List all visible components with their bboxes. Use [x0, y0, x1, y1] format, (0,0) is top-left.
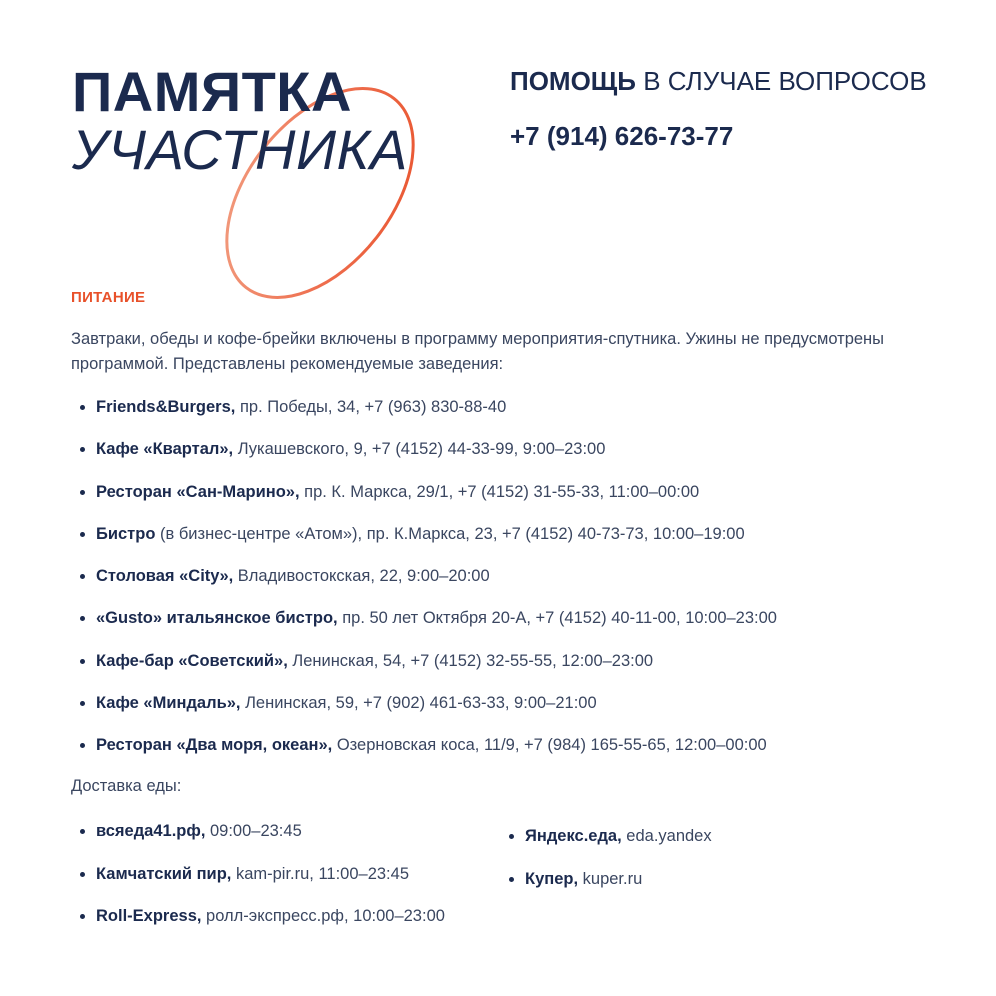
list-item — [78, 861, 498, 904]
bullet-icon — [80, 829, 85, 834]
delivery-name: Купер, — [525, 869, 579, 888]
venue-details: Владивостокская, 22, 9:00–20:00 — [233, 567, 490, 586]
list-item — [507, 823, 927, 866]
venue-name: Friends&Burgers, — [96, 398, 236, 416]
bullet-icon — [509, 877, 514, 882]
delivery-details: kam-pir.ru, 11:00–23:45 — [231, 864, 409, 883]
delivery-heading: Доставка еды: — [71, 777, 182, 795]
venue-name: Бистро — [96, 524, 156, 543]
delivery-list-left — [78, 818, 498, 946]
venue-details: Ленинская, 54, +7 (4152) 32-55-55, 12:00–23:00 — [287, 651, 654, 670]
title-line-1: ПАМЯТКА — [72, 60, 352, 123]
bullet-icon — [80, 616, 85, 621]
bullet-icon — [509, 834, 514, 839]
bullet-icon — [80, 743, 85, 748]
section-heading-nutrition: ПИТАНИЕ — [71, 289, 146, 306]
venue-name: Кафе «Квартал», — [96, 440, 234, 459]
delivery-list-right — [507, 823, 927, 908]
venue-details: Лукашевского, 9, +7 (4152) 44-33-99, 9:00–23:00 — [233, 440, 606, 459]
list-item — [78, 479, 958, 521]
help-block — [510, 68, 930, 152]
bullet-icon — [80, 574, 85, 579]
venue-details: пр. К. Маркса, 29/1, +7 (4152) 31-55-33, 11:00–00:00 — [299, 482, 700, 501]
delivery-details: eda.yandex — [621, 827, 712, 845]
delivery-name: всяеда41.рф, — [96, 822, 206, 840]
venue-details: (в бизнес-центре «Атом»), пр. К.Маркса, 23, +7 (4152) 40-73-73, 10:00–19:00 — [155, 524, 745, 543]
delivery-name: Камчатский пир, — [96, 864, 232, 883]
bullet-icon — [80, 872, 85, 877]
list-item — [78, 732, 958, 774]
delivery-details: 09:00–23:45 — [205, 822, 302, 840]
delivery-details: kuper.ru — [578, 869, 643, 888]
list-item — [78, 690, 958, 732]
venue-details: пр. Победы, 34, +7 (963) 830-88-40 — [235, 398, 507, 416]
title-line-2: УЧАСТНИКА — [72, 118, 408, 181]
help-title-bold: ПОМОЩЬ — [510, 66, 636, 96]
venue-name: Ресторан «Два моря, океан», — [96, 736, 333, 755]
venue-name: Кафе «Миндаль», — [96, 694, 241, 713]
bullet-icon — [80, 914, 85, 919]
bullet-icon — [80, 659, 85, 664]
memo-title — [70, 58, 450, 258]
bullet-icon — [80, 447, 85, 452]
venue-name: Ресторан «Сан-Марино», — [96, 482, 300, 501]
help-phone: +7 (914) 626-73-77 — [510, 121, 734, 151]
bullet-icon — [80, 701, 85, 706]
list-item — [78, 818, 498, 861]
venue-details: Озерновская коса, 11/9, +7 (984) 165-55-65, 12:00–00:00 — [332, 736, 767, 755]
venue-details: пр. 50 лет Октября 20-А, +7 (4152) 40-11-00, 10:00–23:00 — [337, 609, 777, 628]
list-item — [78, 903, 498, 946]
list-item — [78, 605, 958, 647]
bullet-icon — [80, 405, 85, 410]
list-item — [78, 394, 958, 436]
nutrition-intro: Завтраки, обеды и кофе-брейки включены в программу мероприятия-спутника. Ужины не предусмотрены программой. Представлены рекомендуемые заведения: — [71, 330, 885, 373]
list-item — [78, 436, 958, 478]
help-title-rest: В СЛУЧАЕ ВОПРОСОВ — [635, 66, 927, 96]
venue-name: Кафе-бар «Советский», — [96, 651, 288, 670]
delivery-details: ролл-экспресс.рф, 10:00–23:00 — [201, 907, 445, 925]
list-item — [78, 521, 958, 563]
delivery-name: Яндекс.еда, — [525, 827, 622, 845]
list-item — [507, 866, 927, 909]
venue-name: Столовая «City», — [96, 567, 234, 586]
venue-details: Ленинская, 59, +7 (902) 461-63-33, 9:00–21:00 — [240, 694, 597, 713]
bullet-icon — [80, 532, 85, 537]
list-item — [78, 563, 958, 605]
venue-list — [78, 394, 958, 775]
list-item — [78, 648, 958, 690]
delivery-name: Roll-Express, — [96, 907, 202, 925]
help-title — [510, 68, 930, 95]
bullet-icon — [80, 490, 85, 495]
venue-name: «Gusto» итальянское бистро, — [96, 609, 338, 628]
